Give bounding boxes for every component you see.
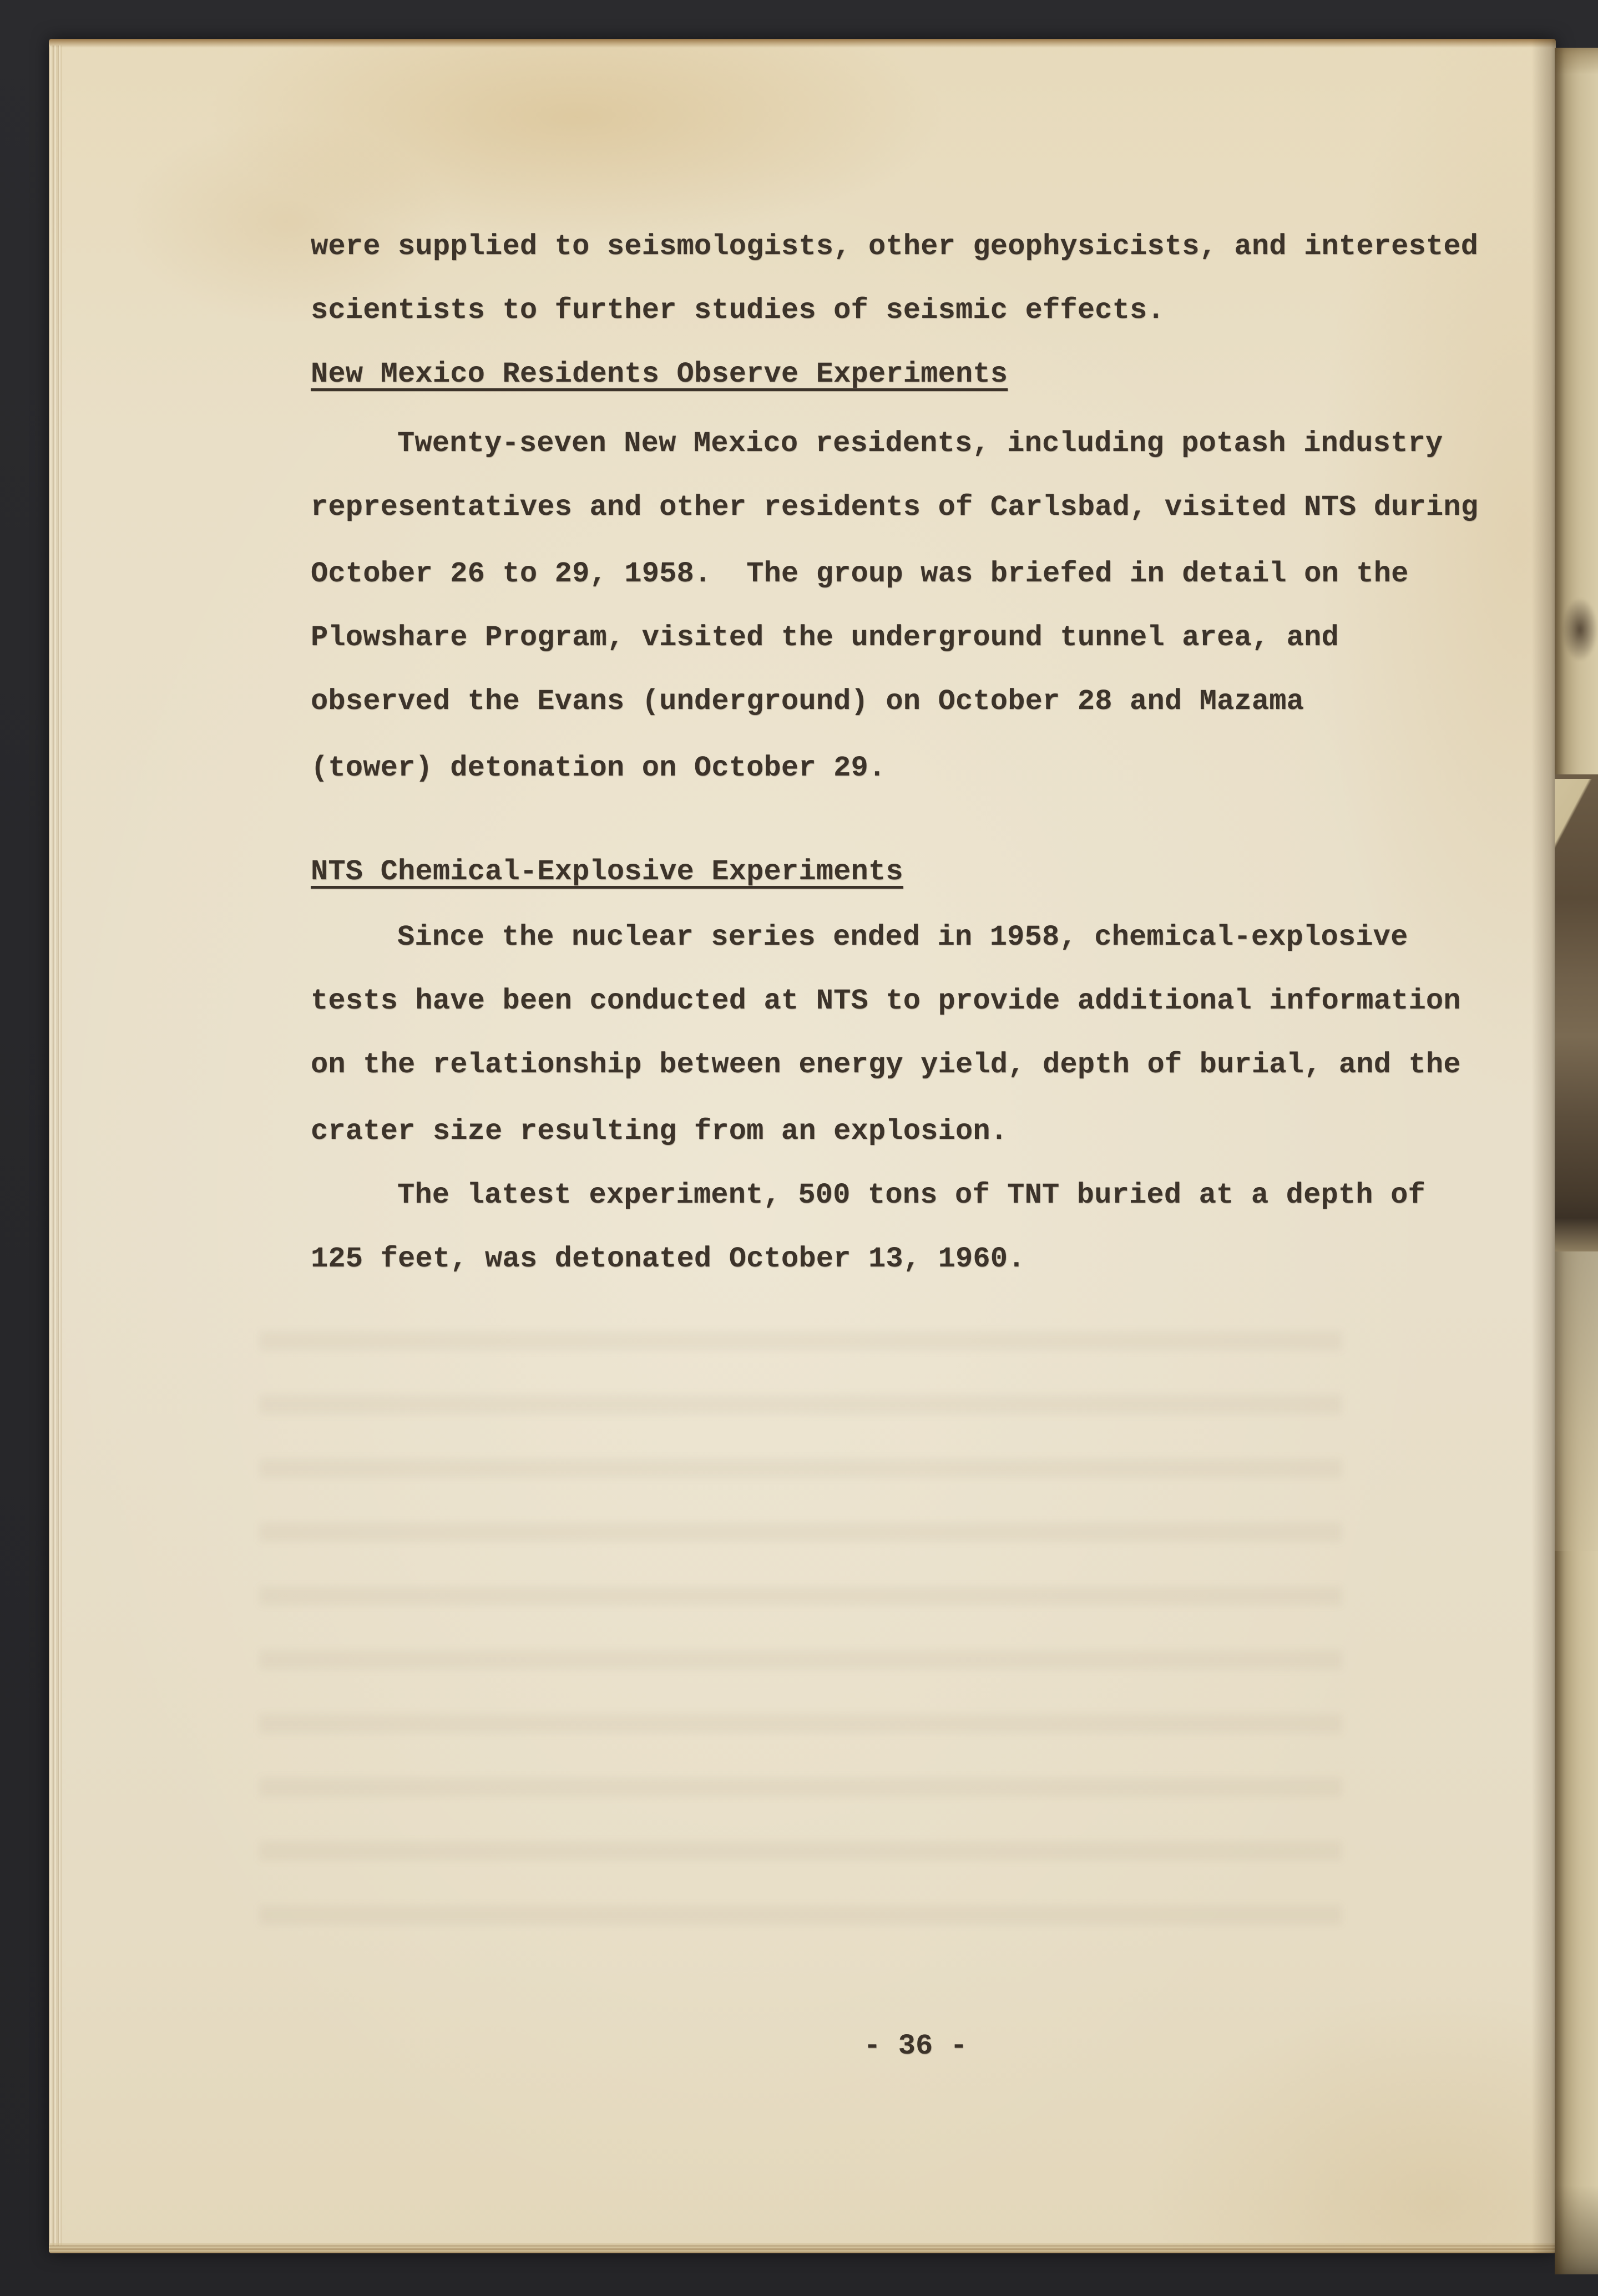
next-page-curled-edge [1555, 48, 1598, 2274]
body-line: Plowshare Program, visited the underground tunnel area, and [311, 621, 1339, 654]
bleed-through-ghosting [260, 1331, 1342, 1953]
body-line: scientists to further studies of seismic effects. [311, 294, 1165, 327]
photo-fragment-large [1555, 774, 1598, 1251]
body-line: observed the Evans (underground) on October 28 and Mazama [311, 685, 1304, 718]
page-stack-edge-bottom [49, 2243, 1556, 2253]
photo-fragment-small [1558, 582, 1598, 677]
section-heading-nts-chemical-explosive [311, 852, 1520, 892]
body-line: Since the nuclear series ended in 1958, chemical-explosive [397, 921, 1408, 954]
photo-ground-area [1555, 1251, 1598, 1551]
section-heading-text: New Mexico Residents Observe Experiments [311, 358, 1008, 391]
body-line: (tower) detonation on October 29. [311, 752, 886, 784]
page-number: - 36 - [863, 2030, 968, 2062]
body-line: The latest experiment, 500 tons of TNT buried at a depth of [397, 1179, 1425, 1212]
page-gutter-shadow [1531, 39, 1556, 2253]
body-line: Twenty-seven New Mexico residents, including potash industry [397, 427, 1443, 460]
page-top-edge [49, 39, 1556, 48]
page-stack-edge-left [49, 45, 62, 2246]
body-line: representatives and other residents of Carlsbad, visited NTS during [311, 491, 1479, 524]
section-heading-new-mexico-residents [311, 354, 1520, 394]
body-line: on the relationship between energy yield, depth of burial, and the [311, 1048, 1461, 1081]
section-heading-text: NTS Chemical-Explosive Experiments [311, 855, 903, 888]
body-line: crater size resulting from an explosion. [311, 1115, 1008, 1148]
body-line: 125 feet, was detonated October 13, 1960. [311, 1243, 1025, 1275]
body-line: were supplied to seismologists, other geophysicists, and interested [311, 230, 1479, 263]
book-page [49, 39, 1556, 2253]
body-line: tests have been conducted at NTS to provide additional information [311, 985, 1461, 1017]
body-line: October 26 to 29, 1958. The group was briefed in detail on the [311, 557, 1409, 590]
photo-light-shape [1555, 779, 1598, 851]
